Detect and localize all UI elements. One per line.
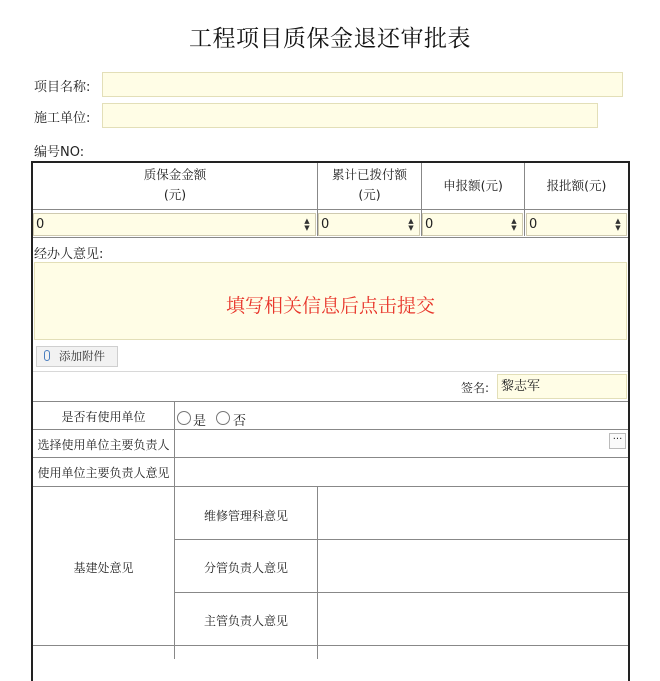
declared-amount-input[interactable]: 0 ▲ ▼ bbox=[422, 213, 523, 236]
spinner-icon[interactable]: ▲ ▼ bbox=[408, 216, 414, 232]
signature-input[interactable]: 黎志军 bbox=[497, 374, 627, 399]
project-name-input[interactable] bbox=[102, 72, 623, 97]
spinner-icon[interactable]: ▲ ▼ bbox=[511, 216, 517, 232]
row-divider bbox=[33, 371, 628, 372]
maintenance-opinion-label: 维修管理科意见 bbox=[203, 509, 288, 523]
paid-amount-input[interactable]: 0 ▲ ▼ bbox=[318, 213, 420, 236]
handler-opinion-textarea[interactable] bbox=[34, 262, 627, 340]
header-declared-amount: 申报额(元) bbox=[443, 178, 503, 193]
project-name-label: 项目名称: bbox=[34, 80, 91, 95]
header-approved-amount: 报批额(元) bbox=[546, 178, 607, 193]
select-unit-head-label: 选择使用单位主要负责人 bbox=[37, 438, 170, 452]
has-usage-unit-label: 是否有使用单位 bbox=[61, 410, 146, 424]
add-attachment-button[interactable]: 添加附件 bbox=[36, 346, 118, 367]
deputy-head-opinion-label: 分管负责人意见 bbox=[203, 561, 288, 575]
chief-head-opinion-field[interactable] bbox=[318, 593, 627, 645]
header-retention-amount: 质保金金额 (元) bbox=[143, 167, 207, 202]
form-title: 工程项目质保金退还审批表 bbox=[189, 26, 471, 52]
submit-hint: 填写相关信息后点击提交 bbox=[225, 295, 435, 317]
no-radio-label: 否 bbox=[233, 414, 247, 429]
header-paid-amount: 累计已拨付额 (元) bbox=[331, 167, 407, 202]
paperclip-icon bbox=[44, 350, 50, 361]
row-divider bbox=[33, 237, 628, 238]
handler-opinion-label: 经办人意见: bbox=[34, 247, 104, 262]
col-divider bbox=[524, 163, 525, 236]
row-divider bbox=[33, 401, 628, 402]
construction-unit-label: 施工单位: bbox=[34, 111, 91, 126]
yes-radio-label: 是 bbox=[193, 414, 207, 429]
select-unit-head-button[interactable]: ··· bbox=[609, 433, 626, 449]
row-divider bbox=[33, 429, 628, 430]
construction-dept-label: 基建处意见 bbox=[73, 561, 134, 575]
signature-label: 签名: bbox=[461, 381, 490, 395]
unit-head-opinion-field[interactable] bbox=[175, 458, 627, 486]
maintenance-opinion-field[interactable] bbox=[318, 487, 627, 539]
construction-unit-input[interactable] bbox=[102, 103, 598, 128]
no-radio[interactable] bbox=[216, 411, 230, 425]
spinner-icon[interactable]: ▲ ▼ bbox=[304, 216, 310, 232]
deputy-head-opinion-field[interactable] bbox=[318, 540, 627, 592]
row-divider bbox=[33, 645, 628, 646]
chief-head-opinion-label: 主管负责人意见 bbox=[203, 614, 288, 628]
spinner-icon[interactable]: ▲ ▼ bbox=[615, 216, 621, 232]
retention-amount-input[interactable]: 0 ▲ ▼ bbox=[33, 213, 316, 236]
serial-number-label: 编号NO: bbox=[34, 145, 85, 160]
approved-amount-input[interactable]: 0 ▲ ▼ bbox=[526, 213, 627, 236]
unit-head-opinion-label: 使用单位主要负责人意见 bbox=[37, 466, 170, 480]
yes-radio[interactable] bbox=[177, 411, 191, 425]
row-divider bbox=[33, 209, 628, 210]
